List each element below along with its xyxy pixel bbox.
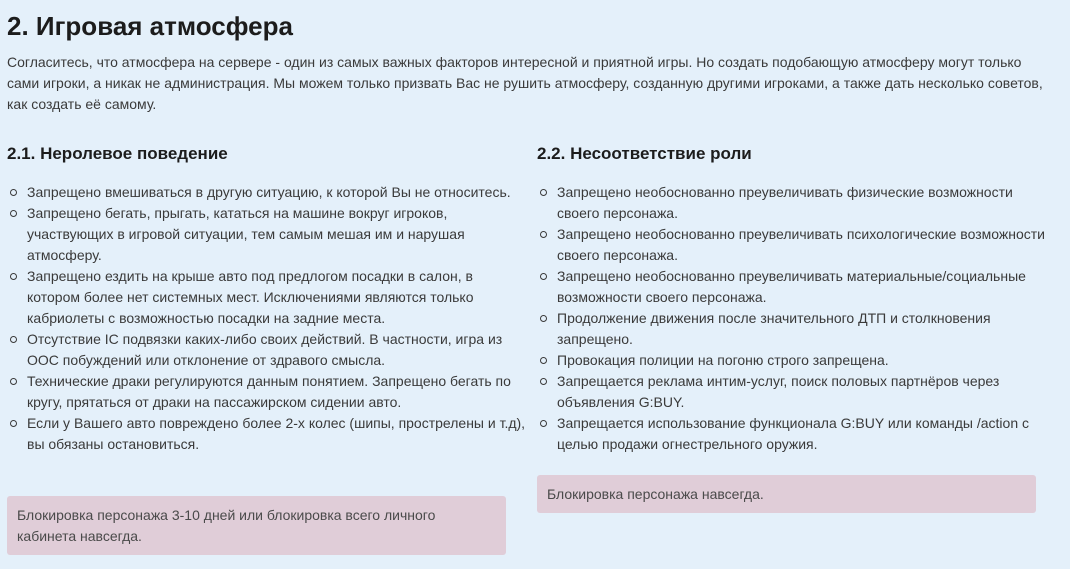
rule-text: Запрещено необоснованно преувеличивать физические возможности своего персонажа.	[557, 184, 1013, 221]
bullet-circle-icon	[10, 336, 17, 343]
bullet-circle-icon	[540, 378, 547, 385]
page-title: 2. Игровая атмосфера	[7, 11, 293, 41]
rule-text: Отсутствие IC подвязки каких-либо своих действий. В частности, игра из ООС побуждений или отклонение от здравого смысла.	[27, 331, 503, 368]
bullet-circle-icon	[10, 420, 17, 427]
bullet-circle-icon	[540, 273, 547, 280]
rules-list	[7, 182, 529, 455]
rule-item	[537, 224, 1059, 266]
rule-item	[7, 203, 529, 266]
bullet-circle-icon	[540, 420, 547, 427]
rule-text: Запрещено ездить на крыше авто под предлогом посадки в салон, в котором более нет системных мест. Исключениями являются только кабриолеты с возможностью посадки на задние места.	[27, 268, 474, 326]
penalty-box: Блокировка персонажа 3-10 дней или блокировка всего личного кабинета навсегда.	[7, 496, 506, 555]
bullet-circle-icon	[10, 378, 17, 385]
rule-text: Продолжение движения после значительного ДТП и столкновения запрещено.	[557, 310, 991, 347]
penalty-box: Блокировка персонажа навсегда.	[537, 475, 1036, 513]
section-role-mismatch	[537, 142, 1059, 455]
rule-item	[537, 371, 1059, 413]
rule-text: Если у Вашего авто повреждено более 2-х колес (шипы, прострелены и т.д), вы обязаны остановиться.	[27, 415, 526, 452]
rule-text: Запрещено вмешиваться в другую ситуацию, к которой Вы не относитесь.	[27, 184, 511, 200]
rule-text: Запрещается использование функционала G:BUY или команды /action с целью продажи огнестрельного оружия.	[557, 415, 1030, 452]
rule-item	[537, 182, 1059, 224]
rule-item	[7, 413, 529, 455]
section-title: 2.2. Несоответствие роли	[537, 144, 752, 163]
bullet-circle-icon	[540, 357, 547, 364]
rule-text: Провокация полиции на погоню строго запрещена.	[557, 352, 889, 368]
rule-item	[7, 182, 529, 203]
bullet-circle-icon	[10, 189, 17, 196]
rules-list	[537, 182, 1059, 455]
rule-item	[7, 266, 529, 329]
rule-item	[7, 329, 529, 371]
rule-text: Запрещено бегать, прыгать, кататься на машине вокруг игроков, участвующих в игровой ситуации, тем самым мешая им и нарушая атмосферу.	[27, 205, 465, 263]
section-title: 2.1. Неролевое поведение	[7, 144, 228, 163]
rule-text: Запрещено необоснованно преувеличивать материальные/социальные возможности своего персонажа.	[557, 268, 1026, 305]
rule-item	[537, 266, 1059, 308]
rule-text: Запрещено необоснованно преувеличивать психологические возможности своего персонажа.	[557, 226, 1045, 263]
bullet-circle-icon	[540, 315, 547, 322]
rule-item	[537, 308, 1059, 350]
rule-text: Технические драки регулируются данным понятием. Запрещено бегать по кругу, прятаться от драки на пассажирском сидении авто.	[27, 373, 511, 410]
rule-text: Запрещается реклама интим-услуг, поиск половых партнёров через объявления G:BUY.	[557, 373, 1000, 410]
bullet-circle-icon	[540, 231, 547, 238]
intro-paragraph: Согласитесь, что атмосфера на сервере - один из самых важных факторов интересной и приятной игры. Но создать подобающую атмосферу могут только сами игроки, а никак не администрация. Мы можем только призвать Вас не рушить атмосферу, созданную другими игроками, а также дать несколько советов, как создать её самому.	[7, 54, 1043, 112]
rule-item	[537, 413, 1059, 455]
bullet-circle-icon	[10, 273, 17, 280]
rule-item	[537, 350, 1059, 371]
bullet-circle-icon	[540, 189, 547, 196]
bullet-circle-icon	[10, 210, 17, 217]
rule-item	[7, 371, 529, 413]
section-non-rp-behavior	[7, 142, 529, 455]
